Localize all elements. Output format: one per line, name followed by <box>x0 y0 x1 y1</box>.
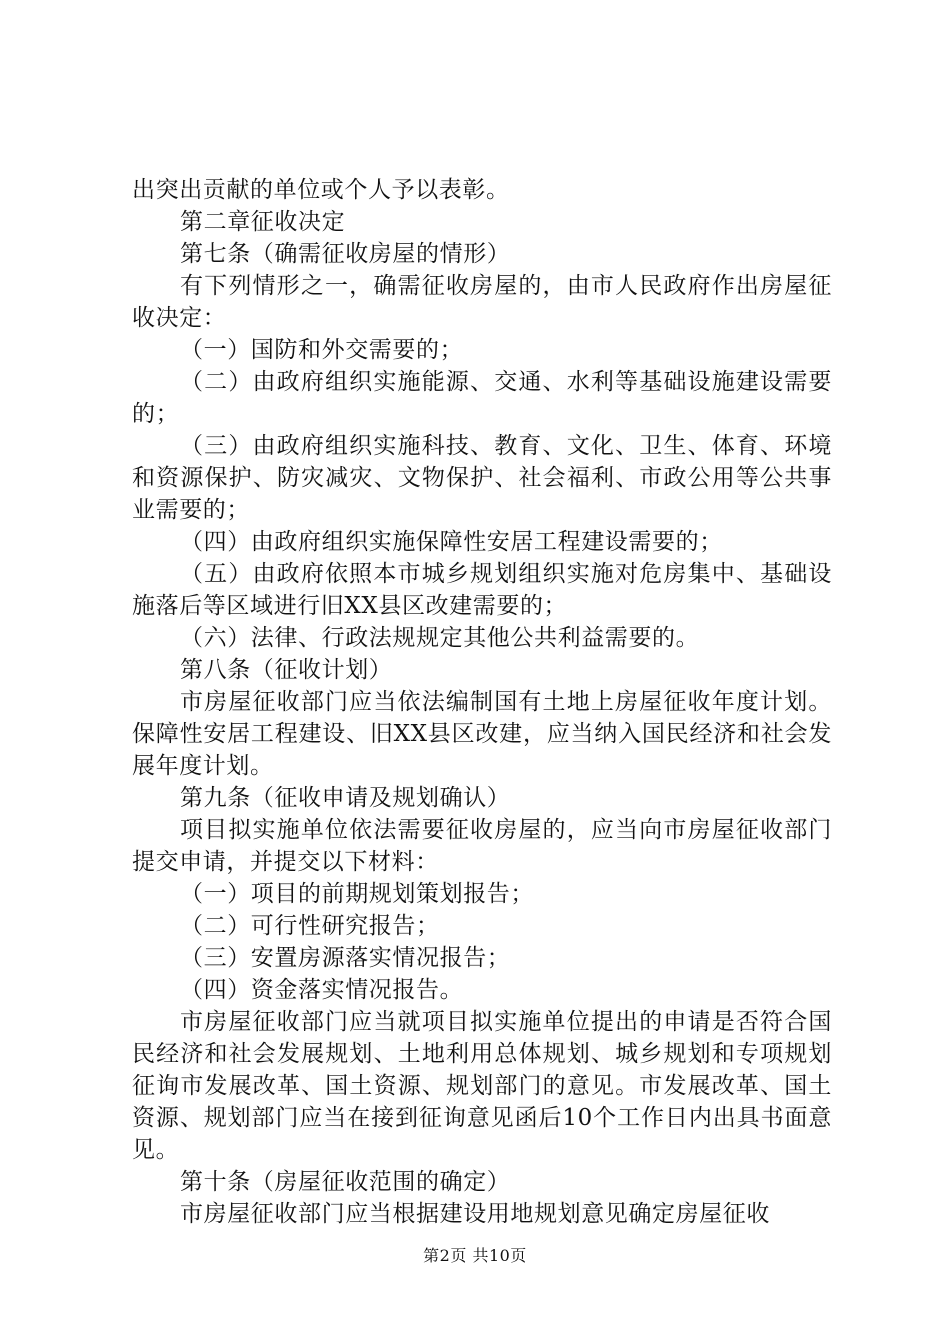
article-heading: 第八条（征收计划） <box>180 657 393 683</box>
list-item: （四）资金落实情况报告。 <box>180 977 464 1003</box>
paragraph: 出突出贡献的单位或个人予以表彰。 <box>132 177 510 203</box>
paragraph: 市房屋征收部门应当根据建设用地规划意见确定房屋征收 <box>180 1201 770 1227</box>
article-heading: 第九条（征收申请及规划确认） <box>180 785 511 811</box>
list-item: （三）由政府组织实施科技、教育、文化、卫生、体育、环境和资源保护、防灾减灾、文物保护、社会福利、市政公用等公共事业需要的； <box>132 433 832 523</box>
page-footer <box>0 1243 950 1266</box>
list-item: （三）安置房源落实情况报告； <box>180 945 511 971</box>
list-item: （一）国防和外交需要的； <box>180 337 464 363</box>
list-item: （四）由政府组织实施保障性安居工程建设需要的； <box>180 529 723 555</box>
article-heading: 第七条（确需征收房屋的情形） <box>180 241 511 267</box>
list-item: （二）由政府组织实施能源、交通、水利等基础设施建设需要的； <box>132 369 832 427</box>
chapter-heading: 第二章征收决定 <box>180 209 346 235</box>
list-item: （一）项目的前期规划策划报告； <box>180 881 534 907</box>
document-body <box>132 174 832 1230</box>
list-item: （五）由政府依照本市城乡规划组织实施对危房集中、基础设施落后等区域进行旧XX县区改建需要的； <box>132 561 832 619</box>
list-item: （二）可行性研究报告； <box>180 913 440 939</box>
article-heading: 第十条（房屋征收范围的确定） <box>180 1169 511 1195</box>
paragraph: 有下列情形之一，确需征收房屋的，由市人民政府作出房屋征收决定： <box>132 273 832 331</box>
paragraph: 市房屋征收部门应当就项目拟实施单位提出的申请是否符合国民经济和社会发展规划、土地利用总体规划、城乡规划和专项规划征询市发展改革、国土资源、规划部门的意见。市发展改革、国土资源、规划部门应当在接到征询意见函后10个工作日内出具书面意见。 <box>132 1009 832 1163</box>
list-item: （六）法律、行政法规规定其他公共利益需要的。 <box>180 625 700 651</box>
page-number: 第2页 共10页 <box>423 1246 527 1265</box>
paragraph: 市房屋征收部门应当依法编制国有土地上房屋征收年度计划。保障性安居工程建设、旧XX县区改建，应当纳入国民经济和社会发展年度计划。 <box>132 689 832 779</box>
paragraph: 项目拟实施单位依法需要征收房屋的，应当向市房屋征收部门提交申请，并提交以下材料： <box>132 817 832 875</box>
